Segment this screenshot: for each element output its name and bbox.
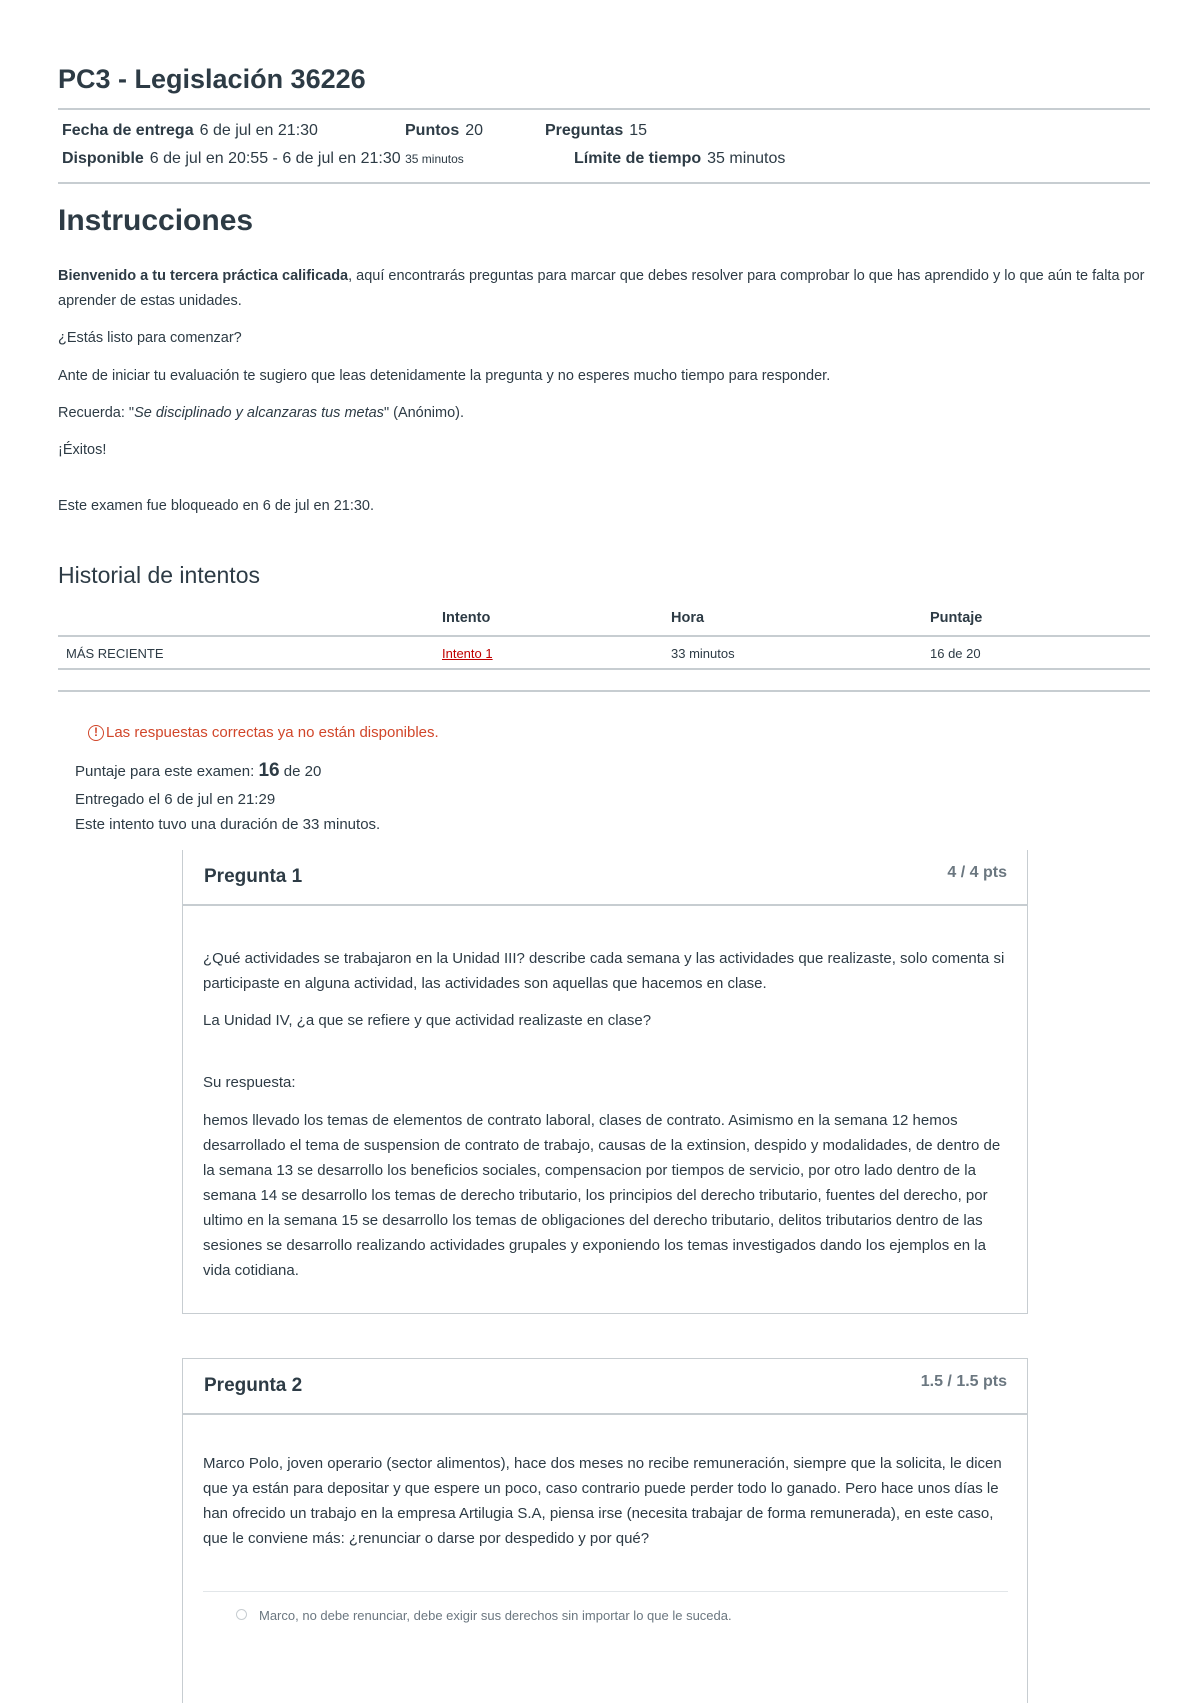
instructions-advice: Ante de iniciar tu evaluación te sugiero que leas detenidamente la pregunta y no esperes mucho tiempo para responder.	[58, 368, 831, 384]
answer-text: hemos llevado los temas de elementos de contrato laboral, clases de contrato. Asimismo en la semana 12 hemos desarrollado el tema de suspension de contrato de trabajo, causas de la extinsion, despido y modalidades, de dentro de la semana 13 se desarrollo los beneficios sociales, compensacion por tiempos de servicio, por otro lado dentro de la semana 14 se desarrollo los temas de derecho tributario, los principios del derecho tributario, fuentes del derecho, por ultimo en la semana 15 se desarrollo los temas de obligaciones del derecho tributario, delitos tributarios dentro de las sesiones se desarrollo realizando actividades grupales y exponiendo los temas investigados dando los ejemplos en la vida cotidiana.	[203, 1112, 1001, 1279]
time-limit-meta	[574, 150, 785, 168]
history-heading: Historial de intentos	[58, 562, 260, 588]
option-divider	[203, 1591, 1008, 1592]
meta-row-1	[62, 122, 318, 140]
score-cell: 16 de 20	[930, 646, 981, 661]
attempt-cell	[442, 646, 493, 661]
score-post: de 20	[279, 763, 322, 780]
quote-text: Se disciplinado y alcanzaras tus metas	[134, 405, 384, 421]
submitted-text: Entregado el 6 de jul en 21:29	[75, 791, 276, 808]
divider	[58, 690, 1150, 692]
duration-text: Este intento tuvo una duración de 33 minutos.	[75, 816, 381, 833]
due-label: Fecha de entrega	[62, 122, 194, 139]
available-value: 6 de jul en 20:55 - 6 de jul en 21:30	[149, 150, 401, 167]
row-label: MÁS RECIENTE	[66, 646, 164, 661]
question-name: Pregunta 2	[204, 1375, 303, 1396]
question-points: 1.5 / 1.5 pts	[920, 1373, 1007, 1390]
table-divider	[58, 668, 1150, 670]
questions-label: Preguntas	[545, 122, 624, 139]
warning-banner	[88, 724, 439, 741]
column-header-attempt: Intento	[442, 610, 491, 626]
divider	[58, 108, 1150, 110]
welcome-bold: Bienvenido a tu tercera práctica calificada	[58, 268, 349, 284]
option-radio[interactable]	[236, 1609, 247, 1620]
question-name: Pregunta 1	[204, 866, 303, 887]
answer-label: Su respuesta:	[203, 1074, 296, 1091]
question-2	[182, 1358, 1028, 1703]
time-limit-label: Límite de tiempo	[574, 150, 702, 167]
question-1	[182, 850, 1028, 1314]
quote-post: " (Anónimo).	[383, 405, 465, 421]
alert-icon: !	[88, 725, 104, 741]
attempt-link[interactable]: Intento 1	[442, 646, 493, 661]
questions-value: 15	[629, 122, 648, 139]
question-text-2: La Unidad IV, ¿a que se refiere y que actividad realizaste en clase?	[203, 1012, 652, 1029]
option-label: Marco, no debe renunciar, debe exigir sus derechos sin importar lo que le suceda.	[259, 1608, 732, 1623]
score-pre: Puntaje para este examen:	[75, 763, 259, 780]
question-points: 4 / 4 pts	[947, 864, 1007, 881]
table-divider	[58, 635, 1150, 637]
column-header-score: Puntaje	[930, 610, 983, 626]
points-label: Puntos	[405, 122, 460, 139]
instructions-paragraph	[58, 264, 1150, 314]
meta-row-2	[62, 150, 464, 168]
instructions-ready: ¿Estás listo para comenzar?	[58, 330, 242, 346]
warning-text: Las respuestas correctas ya no están disponibles.	[106, 724, 439, 741]
points-meta	[405, 122, 483, 140]
page-title: PC3 - Legislación 36226	[58, 64, 366, 94]
available-label: Disponible	[62, 150, 144, 167]
question-text: ¿Qué actividades se trabajaron en la Unidad III? describe cada semana y las actividades que realizaste, solo comenta si participaste en alguna actividad, las actividades son aquellas que hacemos en clase.	[203, 950, 1005, 992]
instructions-heading: Instrucciones	[58, 204, 254, 237]
questions-meta	[545, 122, 647, 140]
divider	[58, 182, 1150, 184]
quote-pre: Recuerda: "	[58, 405, 135, 421]
question-text: Marco Polo, joven operario (sector alimentos), hace dos meses no recibe remuneración, siempre que la solicita, le dicen que ya están para depositar y que espere un poco, caso contrario puede perder todo lo ganado. Pero hace unos días le han ofrecido un trabajo en la empresa Artilugia S.A, piensa irse (necesita trabajar de forma remunerada), en este caso, que le conviene más: ¿renunciar o darse por despedido y por qué?	[203, 1455, 1002, 1547]
time-limit-value: 35 minutos	[707, 150, 786, 167]
time-cell: 33 minutos	[671, 646, 735, 661]
score-summary	[75, 760, 321, 782]
question-header	[183, 850, 1027, 906]
column-header-time: Hora	[671, 610, 705, 626]
points-value: 20	[465, 122, 484, 139]
score-value: 16	[258, 760, 280, 781]
available-duration: 35 minutos	[405, 152, 464, 166]
due-value: 6 de jul en 21:30	[199, 122, 318, 139]
locked-notice: Este examen fue bloqueado en 6 de jul en 21:30.	[58, 498, 375, 514]
instructions-success: ¡Éxitos!	[58, 442, 107, 458]
welcome-rest: , aquí encontrarás preguntas para marcar que debes resolver para comprobar lo que has aprendido y lo que aún te falta por aprender de estas unidades.	[58, 268, 1145, 309]
question-header	[183, 1359, 1027, 1415]
instructions-quote	[58, 401, 1150, 426]
